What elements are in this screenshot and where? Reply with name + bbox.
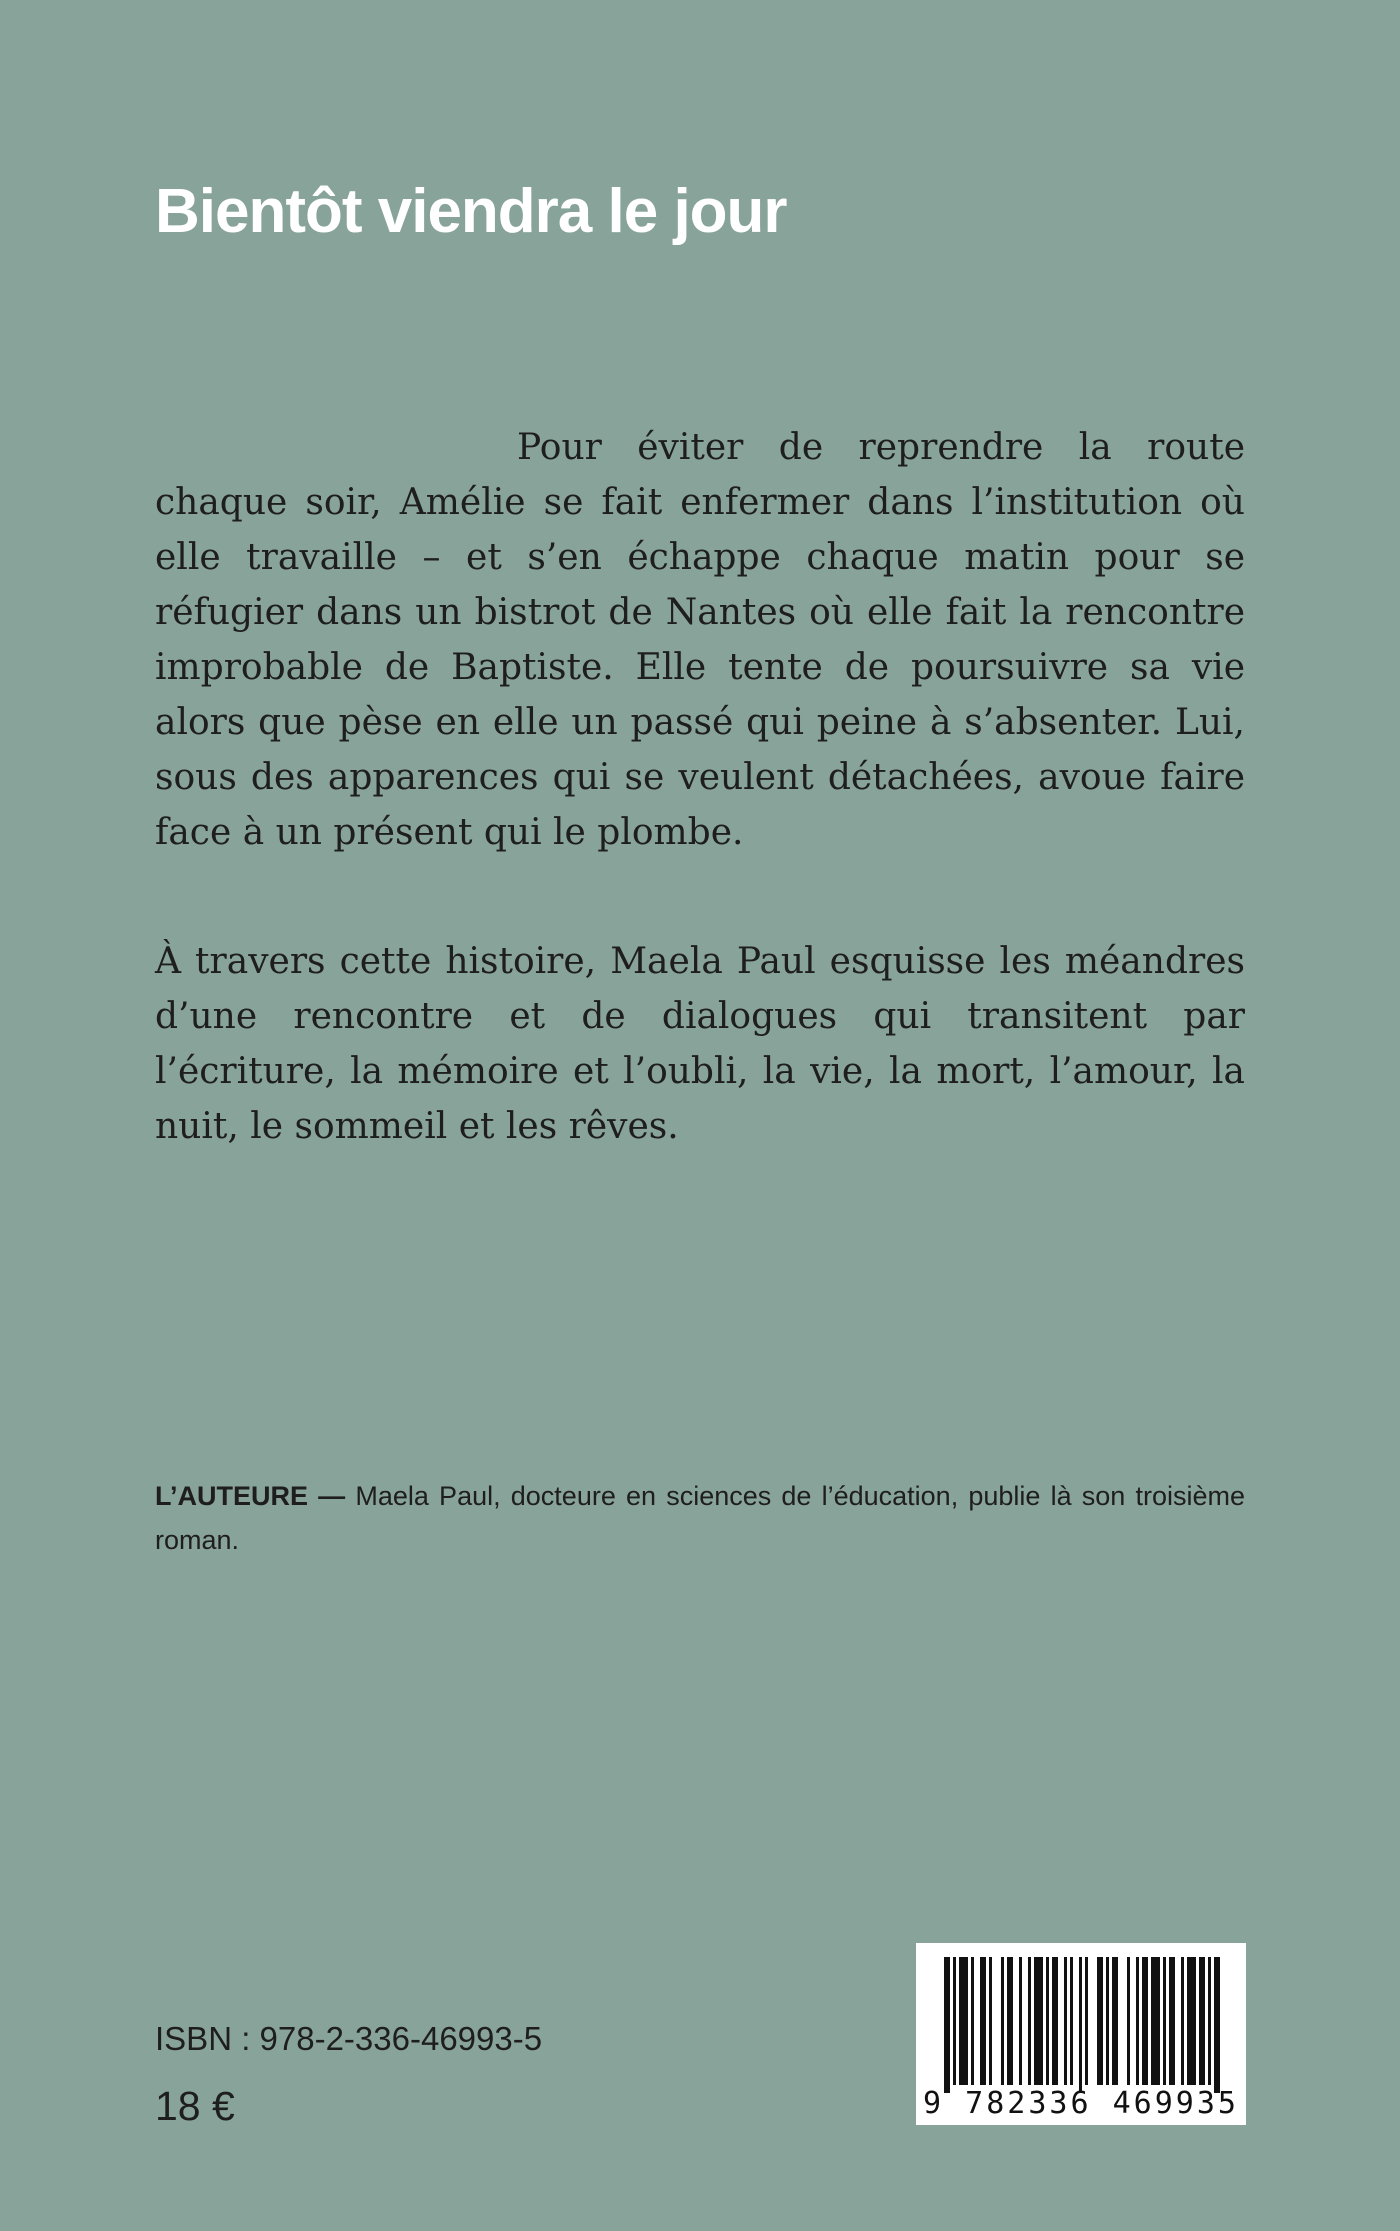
- barcode-bar: [944, 1957, 950, 2093]
- barcode-bar: [959, 1957, 968, 2085]
- barcode-bar: [1079, 1957, 1082, 2093]
- author-label: L’AUTEURE —: [155, 1481, 346, 1511]
- barcode-bar: [980, 1957, 986, 2085]
- isbn: ISBN : 978-2-336-46993-5: [155, 2020, 543, 2057]
- barcode-bar: [1052, 1957, 1058, 2085]
- barcode-bar: [1181, 1957, 1184, 2085]
- barcode-bar: [953, 1957, 956, 2085]
- barcode-bar: [1007, 1957, 1013, 2085]
- barcode-bar: [1136, 1957, 1139, 2085]
- barcode-bar: [1187, 1957, 1196, 2085]
- barcode-bar: [1142, 1957, 1148, 2085]
- author-text: Maela Paul, docteure en sciences de l’éducation, publie là son troisième roman.: [155, 1481, 1245, 1555]
- book-title: Bientôt viendra le jour: [155, 177, 787, 246]
- barcode-bar: [1085, 1957, 1088, 2085]
- price: 18 €: [155, 2083, 235, 2129]
- author-bio: [155, 1474, 1245, 1562]
- barcode-bar: [1214, 1957, 1220, 2093]
- barcode-bar: [1097, 1957, 1103, 2085]
- barcode-bar: [1019, 1957, 1022, 2085]
- barcode-bar: [1163, 1957, 1166, 2085]
- barcode-bar: [1151, 1957, 1160, 2085]
- barcode-bar: [971, 1957, 974, 2085]
- barcode-bar: [1127, 1957, 1130, 2085]
- blurb-paragraph-2: À travers cette histoire, Maela Paul esquisse les méandres d’une rencontre et de dialogues qui transitent par l’écriture, la mémoire et l’oubli, la vie, la mort, l’amour, la nuit, le sommeil et les rêves.: [155, 941, 1245, 1147]
- barcode-bar: [1070, 1957, 1073, 2085]
- barcode-bar: [1034, 1957, 1043, 2085]
- barcode-bar: [1112, 1957, 1118, 2085]
- barcode-digits: 9 782336 469935: [923, 2086, 1239, 2121]
- barcode-bar: [989, 1957, 992, 2085]
- barcode-bar: [1046, 1957, 1049, 2085]
- barcode-bar: [1106, 1957, 1109, 2085]
- barcode-bar: [1208, 1957, 1211, 2085]
- barcode: [916, 1943, 1246, 2125]
- blurb-paragraph-1: Pour éviter de reprendre la route chaque soir, Amélie se fait enfermer dans l’institution où elle travaille – et s’en échappe chaque matin pour se réfugier dans un bistrot de Nantes où elle fait la rencontre improbable de Baptiste. Elle tente de poursuivre sa vie alors que pèse en elle un passé qui peine à s’absenter. Lui, sous des apparences qui se veulent détachées, avoue faire face à un présent qui le plombe.: [155, 427, 1245, 853]
- barcode-bar: [1169, 1957, 1175, 2085]
- barcode-bar: [1199, 1957, 1205, 2085]
- barcode-bar: [1064, 1957, 1067, 2085]
- barcode-bar: [1028, 1957, 1031, 2085]
- barcode-bar: [1001, 1957, 1004, 2085]
